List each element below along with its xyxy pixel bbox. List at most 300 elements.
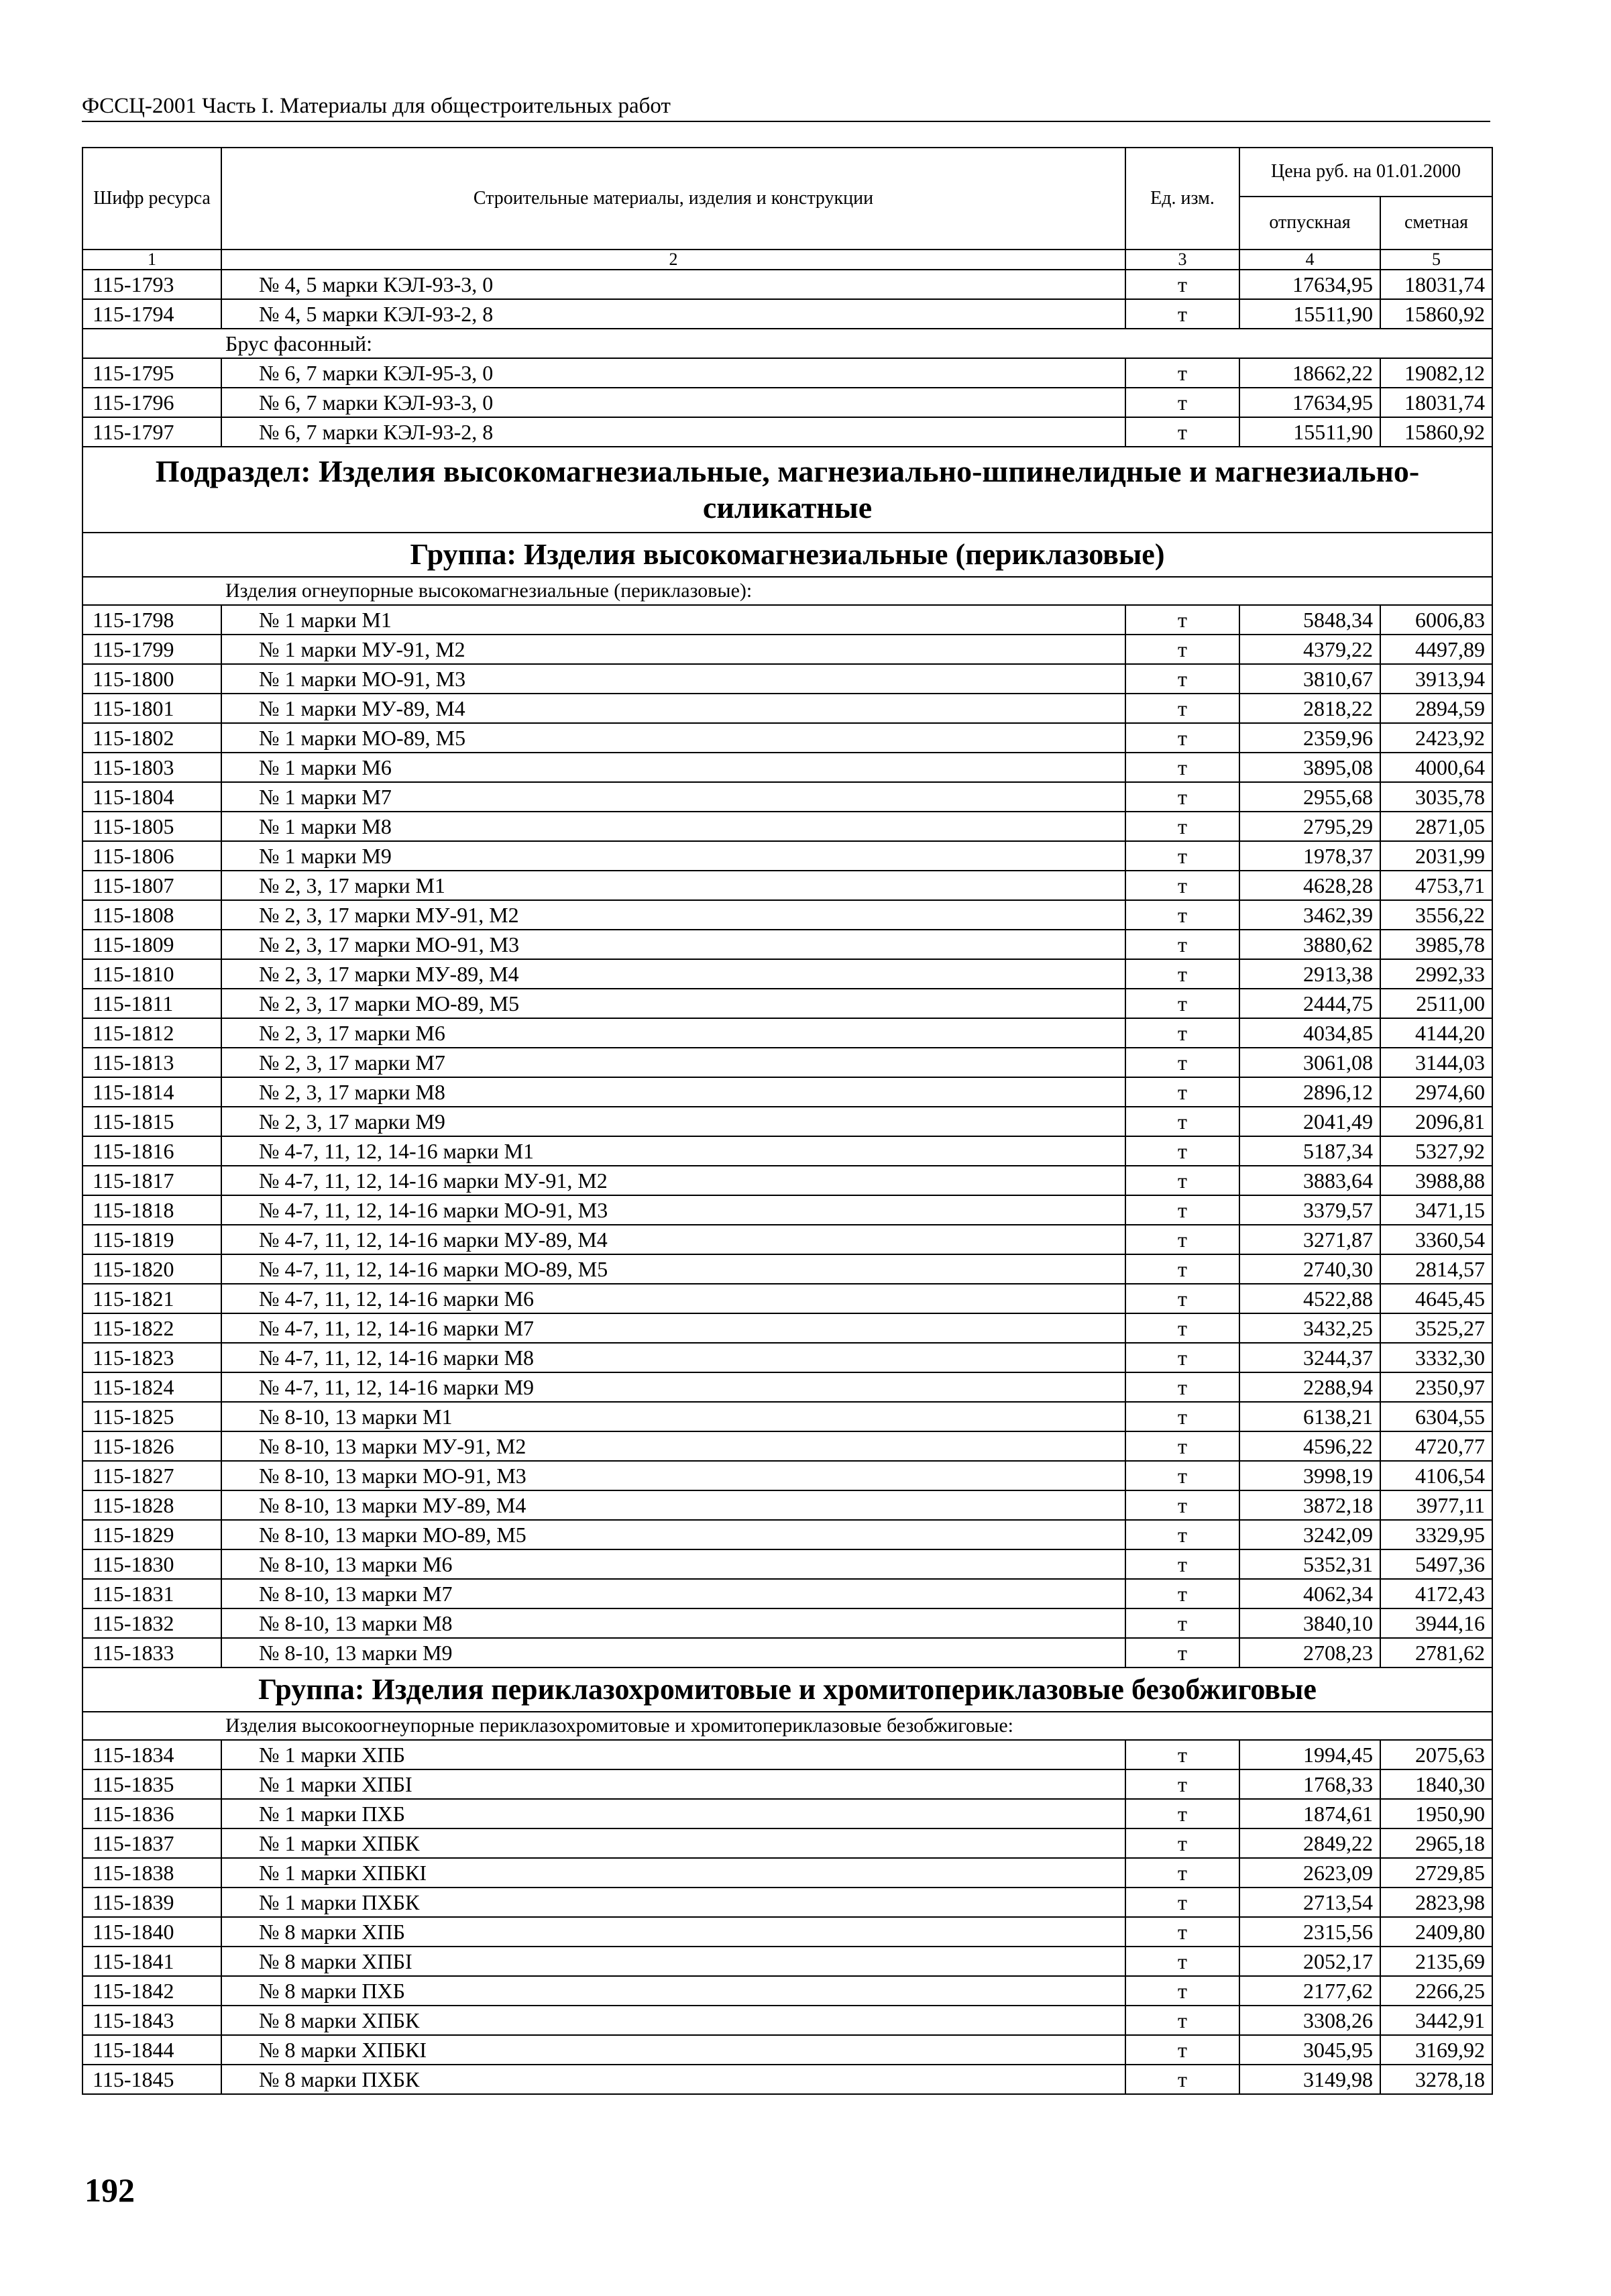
estimate-price: 3977,11 <box>1380 1490 1492 1520</box>
table-row <box>82 1343 1492 1372</box>
material-name: № 6, 7 марки КЭЛ-95-3, 0 <box>221 358 1125 388</box>
unit-cell: т <box>1125 900 1239 930</box>
column-header-estimate: сметная <box>1380 197 1492 250</box>
material-name: № 1 марки ПХБ <box>221 1799 1125 1828</box>
estimate-price: 2781,62 <box>1380 1638 1492 1668</box>
material-name: № 8-10, 13 марки МО-89, М5 <box>221 1520 1125 1549</box>
table-row <box>82 299 1492 329</box>
release-price: 2955,68 <box>1239 782 1380 812</box>
estimate-price: 2135,69 <box>1380 1947 1492 1976</box>
resource-code: 115-1833 <box>82 1638 221 1668</box>
resource-code: 115-1843 <box>82 2006 221 2035</box>
material-name: № 8-10, 13 марки М6 <box>221 1549 1125 1579</box>
release-price: 3840,10 <box>1239 1608 1380 1638</box>
material-name: № 1 марки МУ-89, М4 <box>221 694 1125 723</box>
material-name: № 8-10, 13 марки МУ-91, М2 <box>221 1431 1125 1461</box>
resource-code: 115-1819 <box>82 1225 221 1254</box>
table-row <box>82 388 1492 417</box>
resource-code: 115-1803 <box>82 753 221 782</box>
resource-code: 115-1823 <box>82 1343 221 1372</box>
running-header: ФССЦ-2001 Часть I. Материалы для общестроительных работ <box>82 93 1490 122</box>
release-price: 2288,94 <box>1239 1372 1380 1402</box>
material-name: № 8 марки ПХБ <box>221 1976 1125 2006</box>
material-name: № 1 марки ПХБК <box>221 1888 1125 1917</box>
resource-code: 115-1795 <box>82 358 221 388</box>
resource-code: 115-1820 <box>82 1254 221 1284</box>
table-row <box>82 1018 1492 1048</box>
resource-code: 115-1816 <box>82 1136 221 1166</box>
material-name: № 1 марки ХПБК <box>221 1828 1125 1858</box>
unit-cell: т <box>1125 358 1239 388</box>
table-row <box>82 782 1492 812</box>
unit-cell: т <box>1125 1136 1239 1166</box>
estimate-price: 2350,97 <box>1380 1372 1492 1402</box>
table-row <box>82 1976 1492 2006</box>
material-name: № 1 марки МУ-91, М2 <box>221 635 1125 664</box>
unit-cell: т <box>1125 1254 1239 1284</box>
estimate-price: 2096,81 <box>1380 1107 1492 1136</box>
unit-cell: т <box>1125 1917 1239 1947</box>
unit-cell: т <box>1125 1638 1239 1668</box>
material-name: № 4-7, 11, 12, 14-16 марки М7 <box>221 1313 1125 1343</box>
release-price: 4062,34 <box>1239 1579 1380 1608</box>
material-name: № 6, 7 марки КЭЛ-93-3, 0 <box>221 388 1125 417</box>
unit-cell: т <box>1125 753 1239 782</box>
release-price: 5187,34 <box>1239 1136 1380 1166</box>
release-price: 3872,18 <box>1239 1490 1380 1520</box>
resource-code: 115-1838 <box>82 1858 221 1888</box>
release-price: 3379,57 <box>1239 1195 1380 1225</box>
table-row <box>82 1402 1492 1431</box>
unit-cell: т <box>1125 930 1239 959</box>
material-name: № 8-10, 13 марки М7 <box>221 1579 1125 1608</box>
estimate-price: 3329,95 <box>1380 1520 1492 1549</box>
column-header-name: Строительные материалы, изделия и конструкции <box>221 148 1125 250</box>
resource-code: 115-1828 <box>82 1490 221 1520</box>
unit-cell: т <box>1125 871 1239 900</box>
estimate-price: 15860,92 <box>1380 417 1492 447</box>
estimate-price: 4753,71 <box>1380 871 1492 900</box>
resource-code: 115-1832 <box>82 1608 221 1638</box>
release-price: 2052,17 <box>1239 1947 1380 1976</box>
unit-cell: т <box>1125 417 1239 447</box>
estimate-price: 5497,36 <box>1380 1549 1492 1579</box>
subsection-title: Подраздел: Изделия высокомагнезиальные, магнезиально-шпинелидные и магнезиально-силикатные <box>82 447 1492 533</box>
unit-cell: т <box>1125 1976 1239 2006</box>
table-row <box>82 1254 1492 1284</box>
resource-code: 115-1821 <box>82 1284 221 1313</box>
section-label: Брус фасонный: <box>82 329 1492 358</box>
table-row <box>82 358 1492 388</box>
material-name: № 8-10, 13 марки МО-91, М3 <box>221 1461 1125 1490</box>
material-name: № 1 марки М7 <box>221 782 1125 812</box>
estimate-price: 4720,77 <box>1380 1431 1492 1461</box>
table-row <box>82 2006 1492 2035</box>
material-name: № 4-7, 11, 12, 14-16 марки М6 <box>221 1284 1125 1313</box>
resource-code: 115-1817 <box>82 1166 221 1195</box>
table-row <box>82 1107 1492 1136</box>
estimate-price: 2823,98 <box>1380 1888 1492 1917</box>
estimate-price: 3442,91 <box>1380 2006 1492 2035</box>
release-price: 2315,56 <box>1239 1917 1380 1947</box>
estimate-price: 18031,74 <box>1380 270 1492 299</box>
unit-cell: т <box>1125 1107 1239 1136</box>
resource-code: 115-1845 <box>82 2065 221 2094</box>
estimate-price: 4645,45 <box>1380 1284 1492 1313</box>
material-name: № 8 марки ХПБ <box>221 1917 1125 1947</box>
release-price: 3432,25 <box>1239 1313 1380 1343</box>
resource-code: 115-1844 <box>82 2035 221 2065</box>
table-row <box>82 900 1492 930</box>
estimate-price: 4144,20 <box>1380 1018 1492 1048</box>
table-row <box>82 1431 1492 1461</box>
material-name: № 4, 5 марки КЭЛ-93-2, 8 <box>221 299 1125 329</box>
material-name: № 1 марки ХПБ <box>221 1740 1125 1769</box>
estimate-price: 3144,03 <box>1380 1048 1492 1077</box>
resource-code: 115-1834 <box>82 1740 221 1769</box>
estimate-price: 4172,43 <box>1380 1579 1492 1608</box>
estimate-price: 2409,80 <box>1380 1917 1492 1947</box>
release-price: 1978,37 <box>1239 841 1380 871</box>
unit-cell: т <box>1125 635 1239 664</box>
column-header-unit: Ед. изм. <box>1125 148 1239 250</box>
table-row <box>82 1313 1492 1343</box>
resource-code: 115-1815 <box>82 1107 221 1136</box>
release-price: 3895,08 <box>1239 753 1380 782</box>
group-intro: Изделия огнеупорные высокомагнезиальные (периклазовые): <box>82 577 1492 605</box>
table-row <box>82 664 1492 694</box>
material-name: № 1 марки МО-89, М5 <box>221 723 1125 753</box>
release-price: 4379,22 <box>1239 635 1380 664</box>
material-name: № 8-10, 13 марки М1 <box>221 1402 1125 1431</box>
release-price: 2041,49 <box>1239 1107 1380 1136</box>
column-header-code: Шифр ресурса <box>82 148 221 250</box>
table-row <box>82 1284 1492 1313</box>
material-name: № 4-7, 11, 12, 14-16 марки М8 <box>221 1343 1125 1372</box>
estimate-price: 6006,83 <box>1380 605 1492 635</box>
material-name: № 2, 3, 17 марки М6 <box>221 1018 1125 1048</box>
table-row <box>82 694 1492 723</box>
unit-cell: т <box>1125 1284 1239 1313</box>
table-row <box>82 1490 1492 1520</box>
estimate-price: 5327,92 <box>1380 1136 1492 1166</box>
table-row <box>82 841 1492 871</box>
release-price: 2177,62 <box>1239 1976 1380 2006</box>
release-price: 1768,33 <box>1239 1769 1380 1799</box>
resource-code: 115-1831 <box>82 1579 221 1608</box>
unit-cell: т <box>1125 1769 1239 1799</box>
unit-cell: т <box>1125 388 1239 417</box>
group-title-row <box>82 533 1492 577</box>
unit-cell: т <box>1125 1225 1239 1254</box>
unit-cell: т <box>1125 1579 1239 1608</box>
column-header-price: Цена руб. на 01.01.2000 <box>1239 148 1492 197</box>
resource-code: 115-1825 <box>82 1402 221 1431</box>
unit-cell: т <box>1125 1608 1239 1638</box>
group-title: Группа: Изделия периклазохромитовые и хромитопериклазовые безобжиговые <box>82 1668 1492 1712</box>
estimate-price: 3525,27 <box>1380 1313 1492 1343</box>
estimate-price: 3035,78 <box>1380 782 1492 812</box>
release-price: 4034,85 <box>1239 1018 1380 1048</box>
table-row <box>82 1579 1492 1608</box>
table-row <box>82 753 1492 782</box>
unit-cell: т <box>1125 1166 1239 1195</box>
release-price: 2623,09 <box>1239 1858 1380 1888</box>
column-number: 5 <box>1380 250 1492 270</box>
unit-cell: т <box>1125 782 1239 812</box>
material-name: № 8-10, 13 марки М9 <box>221 1638 1125 1668</box>
material-name: № 4-7, 11, 12, 14-16 марки М1 <box>221 1136 1125 1166</box>
estimate-price: 3988,88 <box>1380 1166 1492 1195</box>
group-intro-row <box>82 1712 1492 1740</box>
table-row <box>82 1828 1492 1858</box>
resource-code: 115-1837 <box>82 1828 221 1858</box>
release-price: 2713,54 <box>1239 1888 1380 1917</box>
table-row <box>82 1799 1492 1828</box>
material-name: № 1 марки ХПБКI <box>221 1858 1125 1888</box>
column-number: 1 <box>82 250 221 270</box>
release-price: 2913,38 <box>1239 959 1380 989</box>
material-name: № 4, 5 марки КЭЛ-93-3, 0 <box>221 270 1125 299</box>
table-row <box>82 989 1492 1018</box>
table-row <box>82 1195 1492 1225</box>
table-row <box>82 1608 1492 1638</box>
unit-cell: т <box>1125 1313 1239 1343</box>
estimate-price: 1950,90 <box>1380 1799 1492 1828</box>
unit-cell: т <box>1125 841 1239 871</box>
release-price: 15511,90 <box>1239 417 1380 447</box>
estimate-price: 3332,30 <box>1380 1343 1492 1372</box>
unit-cell: т <box>1125 694 1239 723</box>
material-name: № 2, 3, 17 марки М1 <box>221 871 1125 900</box>
resource-code: 115-1842 <box>82 1976 221 2006</box>
release-price: 6138,21 <box>1239 1402 1380 1431</box>
table-row <box>82 1077 1492 1107</box>
material-name: № 4-7, 11, 12, 14-16 марки МО-91, М3 <box>221 1195 1125 1225</box>
material-name: № 8 марки ХПБI <box>221 1947 1125 1976</box>
unit-cell: т <box>1125 1740 1239 1769</box>
material-name: № 8 марки ХПБКI <box>221 2035 1125 2065</box>
group-title: Группа: Изделия высокомагнезиальные (периклазовые) <box>82 533 1492 577</box>
resource-code: 115-1801 <box>82 694 221 723</box>
table-row <box>82 1225 1492 1254</box>
resource-code: 115-1827 <box>82 1461 221 1490</box>
estimate-price: 2965,18 <box>1380 1828 1492 1858</box>
release-price: 2795,29 <box>1239 812 1380 841</box>
unit-cell: т <box>1125 2006 1239 2035</box>
resource-code: 115-1807 <box>82 871 221 900</box>
material-name: № 2, 3, 17 марки М8 <box>221 1077 1125 1107</box>
resource-code: 115-1796 <box>82 388 221 417</box>
unit-cell: т <box>1125 1858 1239 1888</box>
column-number: 3 <box>1125 250 1239 270</box>
resource-code: 115-1839 <box>82 1888 221 1917</box>
release-price: 4522,88 <box>1239 1284 1380 1313</box>
material-name: № 6, 7 марки КЭЛ-93-2, 8 <box>221 417 1125 447</box>
unit-cell: т <box>1125 1077 1239 1107</box>
estimate-price: 19082,12 <box>1380 358 1492 388</box>
material-name: № 1 марки МО-91, М3 <box>221 664 1125 694</box>
material-name: № 1 марки М1 <box>221 605 1125 635</box>
release-price: 2818,22 <box>1239 694 1380 723</box>
table-row <box>82 1549 1492 1579</box>
unit-cell: т <box>1125 1343 1239 1372</box>
material-name: № 1 марки М8 <box>221 812 1125 841</box>
estimate-price: 3360,54 <box>1380 1225 1492 1254</box>
estimate-price: 3169,92 <box>1380 2035 1492 2065</box>
unit-cell: т <box>1125 1520 1239 1549</box>
release-price: 4596,22 <box>1239 1431 1380 1461</box>
release-price: 3883,64 <box>1239 1166 1380 1195</box>
release-price: 17634,95 <box>1239 388 1380 417</box>
release-price: 3462,39 <box>1239 900 1380 930</box>
material-name: № 1 марки ХПБI <box>221 1769 1125 1799</box>
resource-code: 115-1812 <box>82 1018 221 1048</box>
unit-cell: т <box>1125 270 1239 299</box>
subsection-title-row <box>82 447 1492 533</box>
estimate-price: 4000,64 <box>1380 753 1492 782</box>
table-row <box>82 1917 1492 1947</box>
unit-cell: т <box>1125 664 1239 694</box>
unit-cell: т <box>1125 605 1239 635</box>
unit-cell: т <box>1125 1888 1239 1917</box>
table-row <box>82 417 1492 447</box>
material-name: № 2, 3, 17 марки МО-89, М5 <box>221 989 1125 1018</box>
table-row <box>82 1166 1492 1195</box>
table-row <box>82 270 1492 299</box>
release-price: 3242,09 <box>1239 1520 1380 1549</box>
estimate-price: 2814,57 <box>1380 1254 1492 1284</box>
table-header-row <box>82 148 1492 197</box>
page-number: 192 <box>85 2171 135 2209</box>
release-price: 4628,28 <box>1239 871 1380 900</box>
material-name: № 2, 3, 17 марки МУ-89, М4 <box>221 959 1125 989</box>
table-row <box>82 1858 1492 1888</box>
estimate-price: 2894,59 <box>1380 694 1492 723</box>
group-intro: Изделия высокоогнеупорные периклазохромитовые и хромитопериклазовые безобжиговые: <box>82 1712 1492 1740</box>
estimate-price: 6304,55 <box>1380 1402 1492 1431</box>
material-name: № 8 марки ХПБК <box>221 2006 1125 2035</box>
estimate-price: 2075,63 <box>1380 1740 1492 1769</box>
release-price: 2359,96 <box>1239 723 1380 753</box>
table-row <box>82 1048 1492 1077</box>
table-row <box>82 1769 1492 1799</box>
release-price: 5352,31 <box>1239 1549 1380 1579</box>
estimate-price: 1840,30 <box>1380 1769 1492 1799</box>
table-row <box>82 635 1492 664</box>
material-name: № 1 марки М6 <box>221 753 1125 782</box>
estimate-price: 2511,00 <box>1380 989 1492 1018</box>
resource-code: 115-1793 <box>82 270 221 299</box>
unit-cell: т <box>1125 989 1239 1018</box>
resource-code: 115-1798 <box>82 605 221 635</box>
estimate-price: 3985,78 <box>1380 930 1492 959</box>
table-row <box>82 2065 1492 2094</box>
resource-code: 115-1805 <box>82 812 221 841</box>
table-row <box>82 871 1492 900</box>
table-row <box>82 2035 1492 2065</box>
material-name: № 8-10, 13 марки М8 <box>221 1608 1125 1638</box>
table-row <box>82 959 1492 989</box>
estimate-price: 2266,25 <box>1380 1976 1492 2006</box>
resource-code: 115-1822 <box>82 1313 221 1343</box>
estimate-price: 3944,16 <box>1380 1608 1492 1638</box>
unit-cell: т <box>1125 1372 1239 1402</box>
resource-code: 115-1802 <box>82 723 221 753</box>
release-price: 3271,87 <box>1239 1225 1380 1254</box>
release-price: 1874,61 <box>1239 1799 1380 1828</box>
release-price: 3880,62 <box>1239 930 1380 959</box>
release-price: 3810,67 <box>1239 664 1380 694</box>
table-row <box>82 1372 1492 1402</box>
estimate-price: 15860,92 <box>1380 299 1492 329</box>
price-table <box>82 147 1493 2095</box>
table-row <box>82 812 1492 841</box>
section-label-row <box>82 329 1492 358</box>
resource-code: 115-1809 <box>82 930 221 959</box>
release-price: 3149,98 <box>1239 2065 1380 2094</box>
resource-code: 115-1814 <box>82 1077 221 1107</box>
resource-code: 115-1799 <box>82 635 221 664</box>
unit-cell: т <box>1125 1195 1239 1225</box>
estimate-price: 2992,33 <box>1380 959 1492 989</box>
resource-code: 115-1835 <box>82 1769 221 1799</box>
release-price: 1994,45 <box>1239 1740 1380 1769</box>
material-name: № 1 марки М9 <box>221 841 1125 871</box>
table-row <box>82 1740 1492 1769</box>
release-price: 3045,95 <box>1239 2035 1380 2065</box>
column-number-row <box>82 250 1492 270</box>
unit-cell: т <box>1125 2065 1239 2094</box>
resource-code: 115-1806 <box>82 841 221 871</box>
material-name: № 4-7, 11, 12, 14-16 марки МО-89, М5 <box>221 1254 1125 1284</box>
table-row <box>82 1888 1492 1917</box>
table-row <box>82 930 1492 959</box>
estimate-price: 18031,74 <box>1380 388 1492 417</box>
resource-code: 115-1794 <box>82 299 221 329</box>
release-price: 5848,34 <box>1239 605 1380 635</box>
table-row <box>82 605 1492 635</box>
unit-cell: т <box>1125 1402 1239 1431</box>
unit-cell: т <box>1125 299 1239 329</box>
resource-code: 115-1808 <box>82 900 221 930</box>
unit-cell: т <box>1125 2035 1239 2065</box>
table-row <box>82 1520 1492 1549</box>
group-title-row <box>82 1668 1492 1712</box>
release-price: 2740,30 <box>1239 1254 1380 1284</box>
table-row <box>82 1947 1492 1976</box>
column-header-release: отпускная <box>1239 197 1380 250</box>
release-price: 3308,26 <box>1239 2006 1380 2035</box>
release-price: 2708,23 <box>1239 1638 1380 1668</box>
material-name: № 4-7, 11, 12, 14-16 марки МУ-89, М4 <box>221 1225 1125 1254</box>
resource-code: 115-1826 <box>82 1431 221 1461</box>
resource-code: 115-1841 <box>82 1947 221 1976</box>
resource-code: 115-1800 <box>82 664 221 694</box>
release-price: 15511,90 <box>1239 299 1380 329</box>
estimate-price: 2423,92 <box>1380 723 1492 753</box>
unit-cell: т <box>1125 1018 1239 1048</box>
release-price: 2896,12 <box>1239 1077 1380 1107</box>
resource-code: 115-1829 <box>82 1520 221 1549</box>
estimate-price: 2974,60 <box>1380 1077 1492 1107</box>
resource-code: 115-1830 <box>82 1549 221 1579</box>
estimate-price: 3278,18 <box>1380 2065 1492 2094</box>
column-number: 2 <box>221 250 1125 270</box>
release-price: 3061,08 <box>1239 1048 1380 1077</box>
unit-cell: т <box>1125 723 1239 753</box>
material-name: № 8 марки ПХБК <box>221 2065 1125 2094</box>
